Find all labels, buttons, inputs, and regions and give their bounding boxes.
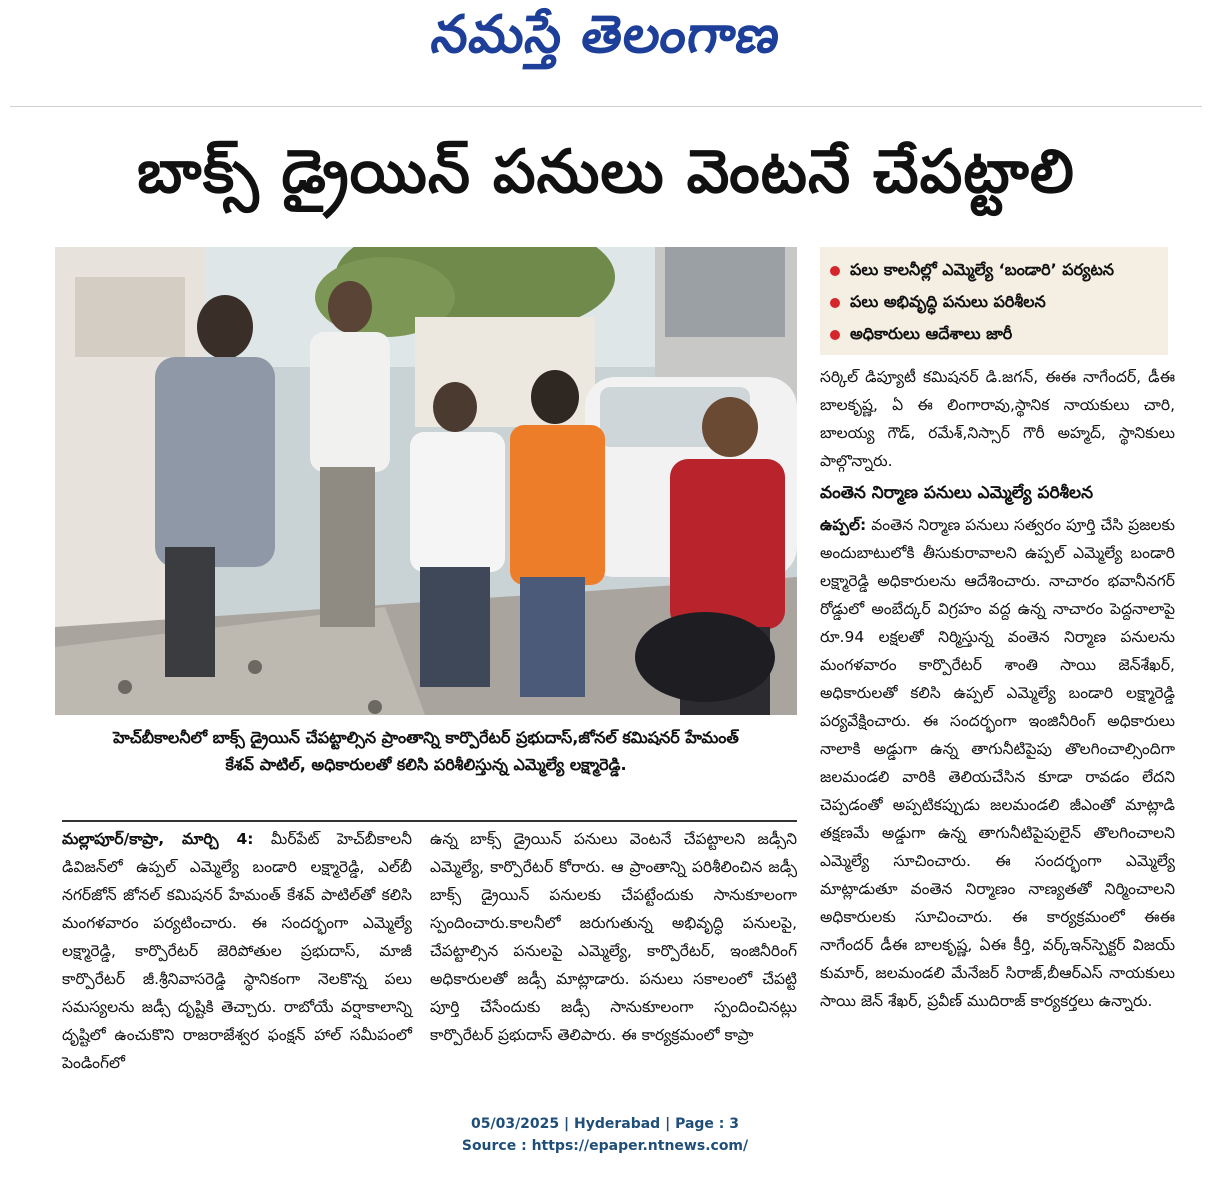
highlight-item [828, 255, 1160, 287]
footer-source: Source : https://epaper.ntnews.com/ [461, 1138, 749, 1154]
highlight-item [828, 287, 1160, 319]
article-column-3-top [820, 363, 1175, 475]
page-footer [0, 1113, 1210, 1157]
article-headline: బాక్స్ డ్రైయిన్ పనులు వెంటనే చేపట్టాలి [137, 137, 1075, 207]
article-body-text: వంతెన నిర్మాణ పనులు సత్వరం పూర్తి చేసి ప్రజలకు అందుబాటులోకి తీసుకురావాలని ఉప్పల్ ఎమ్మెల్యే బండారి లక్ష్మారెడ్డి అధికారులను ఆదేశించారు. నాచారం భవానీనగర్ రోడ్డులో అంబేద్కర్ విగ్రహం వద్ద ఉన్న నాచారం పెద్దనాలాపై రూ.94 లక్షలతో నిర్మిస్తున్న వంతెన నిర్మాణ పనులను మంగళవారం కార్పొరేటర్ శాంతి సాయి జెన్‌శేఖర్, అధికారులతో కలిసి ఉప్పల్ ఎమ్మెల్యే బండారి లక్ష్మారెడ్డి పర్యవేక్షించారు. ఈ సందర్భంగా ఇంజినీరింగ్ అధికారులు నాలాకి అడ్డుగా ఉన్న తాగునీటిపైపు తొలగించాల్సిందిగా జలమండలి వారికి తెలియచేసిన కూడా రావడం లేదని చెప్పడంతో అప్పటికప్పుడు జలమండలి జీఎంతో మాట్లాడి తక్షణమే అడ్డుగా ఉన్న తాగునీటిపైపులైన్ తొలగించాలని ఎమ్మెల్యే సూచించారు. ఈ సందర్భంగా ఎమ్మెల్యే మాట్లాడుతూ వంతెన నిర్మాణం నాణ్యతతో నిర్మించాలని అధికారులకు సూచించారు. ఈ కార్యక్రమంలో ఈఈ నాగేందర్ డీఈ బాలకృష్ణ, ఏఈ కీర్తి, వర్క్ఇన్‌స్పెక్టర్ విజయ్ కుమార్, జలమండలి మేనేజర్ సిరాజ్,బీఆర్‌ఎస్ నాయకులు సాయి జెన్ శేఖర్, ప్రవీణ్ ముదిరాజ్ కార్యకర్తలు ఉన్నారు. [820, 516, 1175, 1010]
highlight-item [828, 319, 1160, 351]
article-body-text: మీర్‌పేట్ హెచ్‌బీకాలనీ డివిజన్‌లో ఉప్పల్ ఎమ్మెల్యే బండారి లక్ష్మారెడ్డి, ఎల్‌బీ నగర్‌జోన్ జోనల్ కమిషనర్ హేమంత్ కేశవ్ పాటిల్‌తో కలిసి మంగళవారం పర్యటించారు. ఈ సందర్భంగా ఎమ్మెల్యే లక్ష్మారెడ్డి, కార్పొరేటర్ జెరిపోతుల ప్రభుదాస్, మాజీ కార్పొరేటర్ జీ.శ్రీనివాసరెడ్డి స్థానికంగా నెలకొన్న పలు సమస్యలను జడ్సీ దృష్టికి తెచ్చారు. రాబోయే వర్షాకాలాన్ని దృష్టిలో ఉంచుకొని రాజరాజేశ్వర ఫంక్షన్ హాల్ సమీపంలో పెండింగ్‌లో [62, 830, 412, 1072]
highlight-text: పలు కాలనీల్లో ఎమ్మెల్యే ‘బండారి’ పర్యటన [850, 259, 1115, 279]
article-column-2 [430, 825, 797, 1049]
caption-line: కేశవ్ పాటిల్, అధికారులతో కలిసి పరిశీలిస్తున్న ఎమ్మెల్యే లక్ష్మారెడ్డి. [225, 755, 627, 774]
bullet-icon [830, 266, 840, 276]
article-body-text: ఉన్న బాక్స్ డ్రైయిన్ పనులు వెంటనే చేపట్టాలని జడ్సీని ఎమ్మెల్యే, కార్పొరేటర్ కోరారు. ఆ ప్రాంతాన్ని పరిశీలించిన జడ్సీ బాక్స్ డ్రైయిన్ పనులకు చేపట్టేందుకు సానుకూలంగా స్పందించారు.కాలనీలో జరుగుతున్న అభివృద్ధి పనులపై, చేపట్టాల్సిన పనులపై ఎమ్మెల్యే, కార్పొరేటర్, ఇంజినీరింగ్ అధికారులతో జడ్సీ మాట్లాడారు. పనులు సకాలంలో చేపట్టి పూర్తి చేసేందుకు జడ్సీ సానుకూలంగా స్పందించినట్లు కార్పొరేటర్ ప్రభుదాస్ తెలిపారు. ఈ కార్యక్రమంలో కాప్రా [430, 830, 797, 1044]
article-dateline: మల్లాపూర్/కాప్రా, మార్చి 4: [62, 830, 254, 848]
column-divider [62, 820, 797, 822]
article-body-text: సర్కిల్ డిప్యూటీ కమిషనర్ డి.జగన్, ఈఈ నాగేందర్, డీఈ బాలకృష్ణ, ఏ ఈ లింగారావు,స్థానిక నాయకులు చారి, బాలయ్య గౌడ్, రమేశ్,నిస్సార్ గౌరీ అహ్మద్, స్థానికులు పాల్గొన్నారు. [820, 368, 1175, 470]
article-column-1 [62, 825, 412, 1077]
masthead-title: నమస్తే తెలంగాణ [427, 4, 785, 65]
highlight-text: పలు అభివృద్ధి పనులు పరిశీలన [850, 291, 1046, 311]
caption-line: హెచ్‌బీకాలనీలో బాక్స్ డ్రైయిన్ చేపట్టాల్సిన ప్రాంతాన్ని కార్పొరేటర్ ప్రభుదాస్,జోనల్ కమిషనర్ హేమంత్ [113, 728, 739, 747]
article-subheading: వంతెన నిర్మాణ పనులు ఎమ్మెల్యే పరిశీలన [820, 483, 1094, 503]
highlights-box [820, 247, 1168, 355]
photo-caption [55, 724, 797, 778]
article-column-3-bottom [820, 511, 1175, 1015]
news-photo [55, 247, 797, 715]
article-dateline: ఉప్పల్: [820, 516, 867, 534]
newspaper-clipping [10, 106, 1202, 1099]
footer-date-edition: 05/03/2025 | Hyderabad | Page : 3 [470, 1116, 740, 1132]
bullet-icon [830, 298, 840, 308]
bullet-icon [830, 330, 840, 340]
highlight-text: అధికారులు ఆదేశాలు జారీ [850, 323, 1013, 343]
masthead [0, 0, 1210, 82]
